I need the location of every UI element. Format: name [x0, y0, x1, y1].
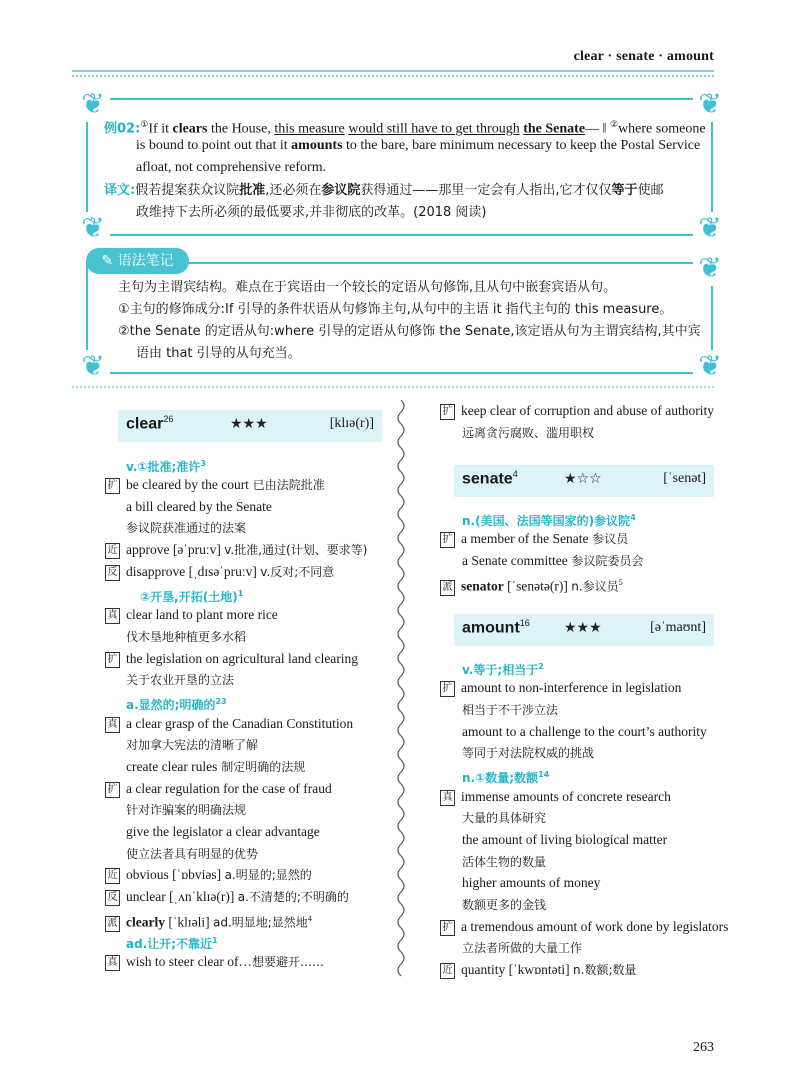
example-phrase: higher amounts of money [462, 875, 601, 890]
example-phrase: 真 immense amounts of concrete research [440, 788, 671, 806]
corner-ornament-icon: ❦ [76, 88, 110, 122]
corner-ornament-icon: ❦ [693, 252, 727, 286]
corner-ornament-icon: ❦ [693, 350, 727, 384]
example-phrase: 真 a clear grasp of the Canadian Constitution [105, 715, 353, 733]
corner-ornament-icon: ❦ [693, 212, 727, 246]
sense-label: v.①批准;准许$^3$ [126, 459, 206, 474]
example-label: 例02 [104, 121, 136, 137]
translation-label: 译文 [104, 183, 131, 198]
example-translation: 针对诈骗案的明确法规 [126, 803, 247, 817]
example-phrase: 扩 the legislation on agricultural land clearing [105, 650, 358, 668]
grammar-line-2: ①主句的修饰成分:If 引导的条件状语从句修饰主句,从句中的主语 it 指代主句的 this measure。 [118, 302, 673, 317]
synonym-row: 近 approve [əˈpruːv] v.批准,通过(计划、要求等) [105, 541, 367, 559]
antonym-row: 反 unclear [ˌʌnˈklɪə(r)] a.不清楚的;不明确的 [105, 888, 349, 906]
example-translation: 使立法者具有明显的优势 [126, 847, 259, 861]
page-header-title: clear · senate · amount [573, 49, 714, 64]
page-number: 263 [693, 1040, 714, 1055]
header-dotted-rule [72, 75, 714, 77]
star-rating: ★★★ [564, 620, 602, 636]
synonym-row: 近 obvious [ˈɒbviəs] a.明显的;显然的 [105, 866, 312, 884]
example-translation: 立法者所做的大量工作 [462, 941, 583, 955]
sense-label: ad.让开;不靠近$^1$ [126, 936, 218, 951]
headword: amount$^{16}$ [462, 618, 530, 637]
grammar-line-3: ②the Senate 的定语从句:where 引导的定语从句修饰 the Senate,该定语从句为主谓宾结构,其中宾 [118, 324, 701, 339]
example-sentence-line-1: 例02:①If it clears the House, this measure would still have to get through the Senate— ‖ ②where someone [104, 119, 706, 137]
example-translation: 关于农业开垦的立法 [126, 673, 235, 687]
sense-label: n.(美国、法国等国家的)参议院$^4$ [462, 513, 636, 528]
section-dotted-separator [72, 386, 714, 388]
example-sentence-line-2: is bound to point out that it amounts to the bare, bare minimum necessary to keep the Postal Service [136, 138, 701, 153]
star-rating: ★★★ [230, 416, 268, 432]
example-translation: 大量的具体研究 [462, 811, 547, 825]
derivative-row: 派 clearly [ˈklɪəli] ad.明显地;显然地$^4$ [105, 910, 312, 932]
example-translation: 等同于对法院权威的挑战 [462, 746, 595, 760]
example-phrase: 真 clear land to plant more rice [105, 606, 278, 624]
example-translation: 相当于不干涉立法 [462, 703, 559, 717]
corner-ornament-icon: ❦ [76, 212, 110, 246]
example-translation: 伐木垦地种植更多水稻 [126, 630, 247, 644]
example-phrase: 扩 keep clear of corruption and abuse of authority [440, 402, 714, 420]
entry-card-senate [454, 465, 714, 497]
grammar-line-4: 语由 that 引导的从句充当。 [136, 346, 301, 361]
derivative-row: 派 senator [ˈsenətə(r)] n.参议员$^5$ [440, 574, 623, 596]
pen-icon: ✎ [101, 253, 114, 269]
translation-line-2: 政维持下去所必须的最低要求,并非彻底的改革。(2018 阅读) [136, 205, 487, 220]
headword: clear$^{26}$ [126, 414, 174, 433]
example-translation: 活体生物的数量 [462, 855, 547, 869]
sense-label: n.①数量;数额$^{14}$ [462, 770, 550, 785]
star-rating: ★☆☆ [564, 471, 602, 487]
headword: senate$^4$ [462, 469, 518, 488]
synonym-row: 近 quantity [ˈkwɒntəti] n.数额;数量 [440, 961, 637, 979]
example-phrase: give the legislator a clear advantage [126, 824, 320, 839]
grammar-line-1: 主句为主谓宾结构。难点在于宾语由一个较长的定语从句修饰,且从句中嵌套宾语从句。 [118, 280, 617, 295]
corner-ornament-icon: ❦ [693, 88, 727, 122]
grammar-note-tag: ✎ 语法笔记 [86, 248, 189, 274]
example-phrase: 扩 amount to non-interference in legislation [440, 679, 681, 697]
example-phrase: 扩 a tremendous amount of work done by legislators [440, 918, 728, 936]
pronunciation: [klɪə(r)] [329, 416, 374, 431]
example-phrase: 扩 a clear regulation for the case of fraud [105, 780, 332, 798]
example-phrase: 扩 be cleared by the court 已由法院批准 [105, 476, 325, 494]
example-translation: 远离贪污腐败、滥用职权 [462, 426, 595, 440]
header-rule [72, 70, 714, 72]
example-translation: 对加拿大宪法的清晰了解 [126, 738, 259, 752]
antonym-row: 反 disapprove [ˌdɪsəˈpruːv] v.反对;不同意 [105, 563, 334, 581]
corner-ornament-icon: ❦ [76, 350, 110, 384]
sense-label: ②开垦,开拓(土地)$^1$ [140, 589, 244, 604]
example-phrase: 扩 a member of the Senate 参议员 [440, 530, 628, 548]
example-phrase: the amount of living biological matter [462, 832, 668, 847]
example-translation: 数额更多的金钱 [462, 898, 547, 912]
column-divider [394, 400, 408, 978]
sense-label: v.等于;相当于$^2$ [462, 662, 544, 677]
translation-line-1: 译文:假若提案获众议院批准,还必须在参议院获得通过——那里一定会有人指出,它才仅仅等于使邮 [104, 183, 664, 198]
entry-card-clear [118, 410, 382, 442]
sense-label: a.显然的;明确的$^{23}$ [126, 697, 227, 712]
example-phrase: 真 wish to steer clear of…想要避开…… [105, 953, 324, 971]
example-phrase: a Senate committee 参议院委员会 [462, 553, 644, 568]
example-translation: 参议院获准通过的法案 [126, 521, 247, 535]
example-sentence-line-3: afloat, not comprehensive reform. [136, 160, 327, 175]
example-phrase: amount to a challenge to the court’s authority [462, 724, 707, 739]
pronunciation: [əˈmaʊnt] [650, 620, 706, 635]
pronunciation: [ˈsenət] [663, 471, 706, 486]
example-phrase: create clear rules 制定明确的法规 [126, 759, 306, 774]
example-phrase: a bill cleared by the Senate [126, 499, 272, 514]
entry-card-amount [454, 614, 714, 646]
